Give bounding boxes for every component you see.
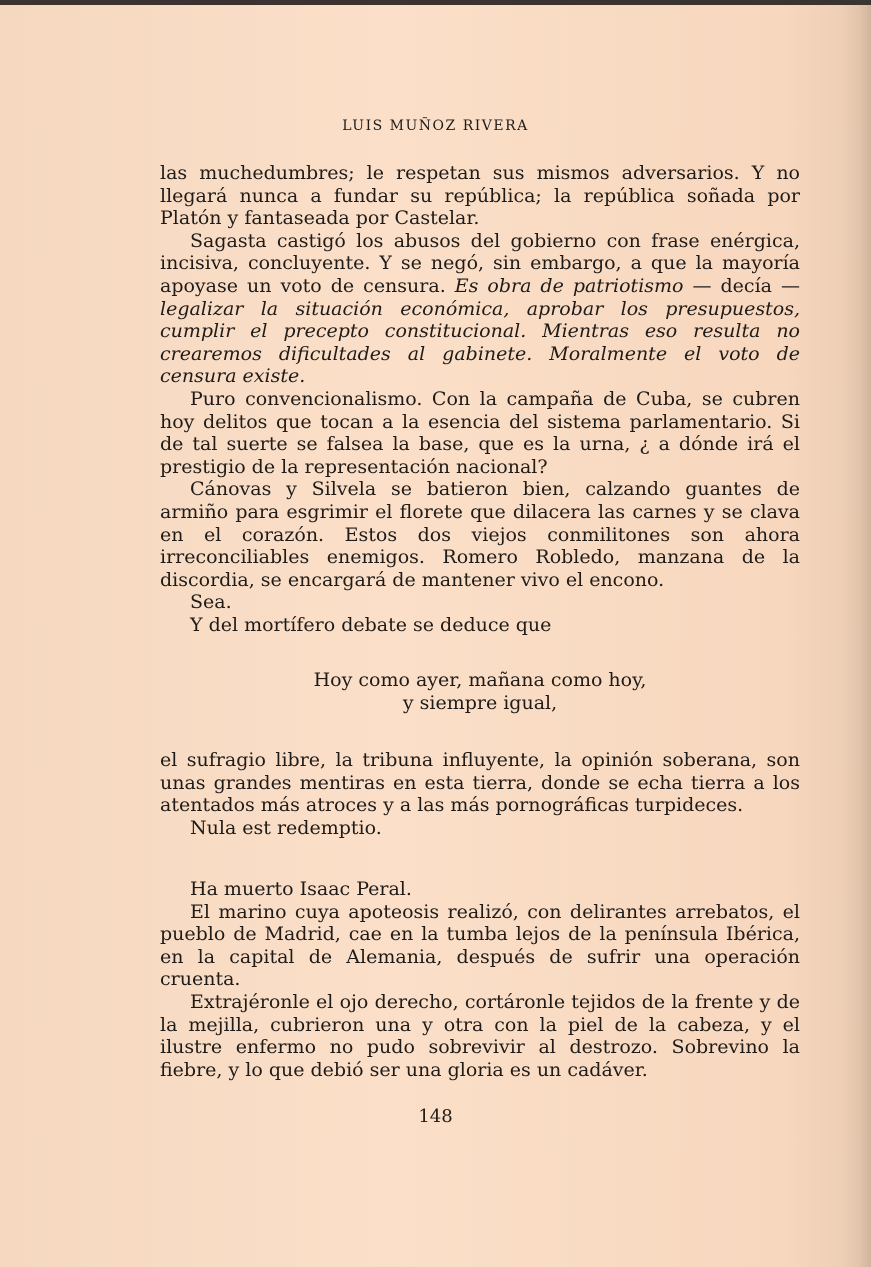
italic-quote: legalizar la situación económica, aprobar los presupuestos, cumplir el precepto constitucional. Mientras eso resulta no crearemos dificultades al gabinete. Moralmente el voto de censura existe.: [160, 297, 800, 388]
paragraph-text: — decía —: [683, 274, 800, 297]
section-parliament-debate: [160, 162, 800, 636]
verse-line: Hoy como ayer, mañana como hoy,: [313, 669, 647, 691]
page-right-shadow: [841, 5, 871, 1267]
paragraph: Extrajéronle el ojo derecho, cortáronle tejidos de la frente y de la mejilla, cubrieron una y otra con la piel de la cabeza, y el ilustre enfermo no pudo sobrevivir al destrozo. Sobrevino la fiebre, y lo que debió ser una gloria es un cadáver.: [160, 990, 800, 1081]
section-suffrage: [160, 749, 800, 839]
verse-quote: [160, 669, 800, 715]
paragraph-text: Sagasta castigó los abusos del gobierno con frase enérgica, incisiva, concluyente. Y se negó, sin embargo, a que la mayoría apoyase un voto de censura.: [160, 229, 800, 297]
paragraph: el sufragio libre, la tribuna influyente, la opinión soberana, son unas grandes mentiras en esta tierra, donde se echa tierra a los atentados más atroces y a las más pornográficas turpideces.: [160, 749, 800, 817]
verse-line: y siempre igual,: [402, 692, 558, 714]
running-head: LUIS MUÑOZ RIVERA: [342, 118, 529, 134]
paragraph: Y del mortífero debate se deduce que: [190, 613, 552, 636]
paragraph: El marino cuya apoteosis realizó, con delirantes arrebatos, el pueblo de Madrid, cae en la tumba lejos de la península Ibérica, en la capital de Alemania, después de sufrir una operación cruenta.: [160, 900, 800, 991]
italic-quote: Es obra de patriotismo: [454, 274, 684, 297]
page-number: 148: [418, 1106, 453, 1127]
paragraph: las muchedumbres; le respetan sus mismos adversarios. Y no llegará nunca a fundar su república; la república soñada por Platón y fantaseada por Castelar.: [160, 162, 800, 230]
section-isaac-peral: [160, 878, 800, 1081]
paragraph-sagasta: [160, 230, 800, 388]
page-top-edge: [0, 0, 871, 5]
paragraph: Sea.: [190, 591, 232, 614]
paragraph: Ha muerto Isaac Peral.: [190, 878, 412, 900]
paragraph: Nula est redemptio.: [190, 816, 382, 839]
paragraph: Puro convencionalismo. Con la campaña de Cuba, se cubren hoy delitos que tocan a la esencia del sistema parlamentario. Si de tal suerte se falsea la base, que es la urna, ¿ a dónde irá el prestigio de la representación nacional?: [160, 387, 800, 478]
paragraph: Cánovas y Silvela se batieron bien, calzando guantes de armiño para esgrimir el florete que dilacera las carnes y se clava en el corazón. Estos dos viejos conmilitones son ahora irreconciliables enemigos. Romero Robledo, manzana de la discordia, se encargará de mantener vivo el encono.: [160, 478, 800, 591]
